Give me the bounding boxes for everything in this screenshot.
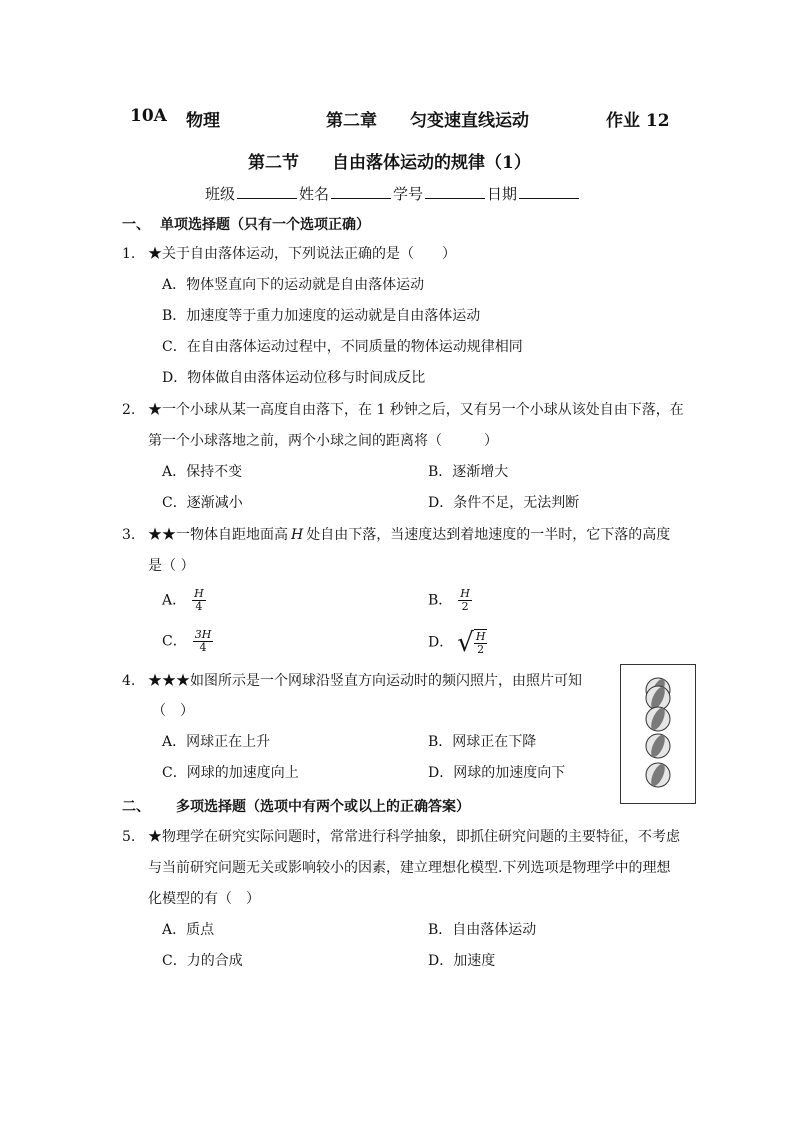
radical-sign: √	[457, 627, 474, 658]
fraction-denominator: 2	[461, 600, 469, 613]
number-blank[interactable]	[425, 186, 485, 199]
q3-stem-line2: 是（ ）	[148, 558, 195, 574]
fraction-numerator: H	[194, 587, 204, 600]
q2-number: 2.	[122, 402, 136, 418]
square-root	[457, 629, 487, 656]
name-label: 姓名	[299, 185, 330, 203]
q5-option-c[interactable]: C．力的合成	[162, 953, 243, 969]
q2-option-d[interactable]: D．条件不足，无法判断	[428, 495, 580, 511]
tennis-ball	[646, 733, 670, 759]
q2-option-b[interactable]: B．逐渐增大	[428, 464, 509, 480]
fraction-denominator: 4	[195, 600, 203, 613]
q5-stem-line1: ★物理学在研究实际问题时，常常进行科学抽象，即抓住研究问题的主要特征，不考虑	[148, 829, 680, 845]
chapter-number: 第二章	[326, 111, 377, 131]
section1-number: 一、	[122, 217, 150, 233]
fraction-numerator: H	[460, 587, 470, 600]
q3-stem-line1	[148, 527, 670, 543]
q4-option-d[interactable]: D．网球的加速度向下	[428, 765, 566, 781]
strobe-photo-figure	[620, 664, 696, 804]
fraction-denominator: 2	[477, 643, 485, 656]
q1-stem: ★关于自由落体运动，下列说法正确的是（ ）	[148, 246, 456, 262]
q2-stem-line1: ★一个小球从某一高度自由落下，在 1 秒钟之后，又有另一个小球从该处自由下落，在	[148, 402, 684, 418]
q1-option-d[interactable]: D．物体做自由落体运动位移与时间成反比	[162, 370, 426, 386]
section-title: 自由落体运动的规律（1）	[332, 153, 531, 173]
q5-stem-line2: 与当前研究问题无关或影响较小的因素，建立理想化模型.下列选项是物理学中的理想	[148, 860, 671, 876]
q4-stem-line2: （ ）	[152, 703, 194, 719]
q5-stem-line3: 化模型的有（ ）	[148, 891, 260, 907]
name-blank[interactable]	[331, 186, 391, 199]
section-number: 第二节	[248, 153, 299, 173]
tennis-ball-strobe-image	[621, 665, 695, 803]
q3-option-d[interactable]	[428, 629, 487, 656]
q5-option-d[interactable]: D．加速度	[428, 953, 496, 969]
q1-option-b[interactable]: B．加速度等于重力加速度的运动就是自由落体运动	[162, 308, 481, 324]
tennis-ball	[646, 706, 670, 732]
q3-option-b-fraction	[458, 588, 472, 613]
q5-number: 5.	[122, 829, 136, 845]
q2-stem-line2: 第一个小球落地之前，两个小球之间的距离将（ ）	[148, 433, 498, 449]
fraction-denominator: 4	[199, 641, 207, 654]
q3-stem-variable: H	[291, 527, 304, 543]
student-number-label: 学号	[393, 185, 424, 203]
q3-option-c-label: C．	[162, 633, 187, 650]
q3-stem-part1: ★★一物体自距地面高	[148, 527, 288, 543]
info-line	[205, 186, 581, 202]
q3-option-c[interactable]	[162, 629, 213, 654]
q1-option-c[interactable]: C．在自由落体运动过程中，不同质量的物体运动规律相同	[162, 339, 523, 355]
q3-option-c-fraction	[193, 629, 214, 654]
q1-option-a[interactable]: A．物体竖直向下的运动就是自由落体运动	[162, 277, 425, 293]
q5-option-b[interactable]: B．自由落体运动	[428, 922, 537, 938]
q3-stem-part2: 处自由下落，当速度达到着地速度的一半时，它下落的高度	[306, 527, 671, 543]
q3-option-b[interactable]	[428, 588, 472, 613]
class-blank[interactable]	[237, 186, 297, 199]
radicand	[474, 629, 488, 656]
q3-option-b-label: B．	[428, 592, 453, 609]
fraction-numerator: 3H	[194, 628, 212, 641]
date-label: 日期	[487, 185, 518, 203]
q5-option-a[interactable]: A．质点	[162, 922, 215, 938]
q4-number: 4.	[122, 673, 136, 689]
q2-option-c[interactable]: C．逐渐减小	[162, 495, 243, 511]
q4-option-a[interactable]: A．网球正在上升	[162, 734, 271, 750]
q4-stem-line1: ★★★如图所示是一个网球沿竖直方向运动时的频闪照片，由照片可知	[148, 673, 582, 689]
q3-option-a-label: A．	[162, 592, 187, 609]
q3-option-a-fraction	[192, 588, 206, 613]
date-blank[interactable]	[519, 186, 579, 199]
q3-option-a[interactable]	[162, 588, 206, 613]
q4-option-c[interactable]: C．网球的加速度向上	[162, 765, 299, 781]
tennis-ball	[646, 762, 670, 788]
q3-option-d-fraction	[474, 631, 488, 656]
class-code: 10A	[130, 106, 167, 126]
q3-number: 3.	[122, 527, 136, 543]
section1-title: 单项选择题（只有一个选项正确）	[160, 217, 370, 233]
homework-number: 作业 12	[606, 111, 670, 131]
fraction-numerator: H	[475, 630, 486, 643]
q1-number: 1.	[122, 246, 136, 262]
chapter-title: 匀变速直线运动	[410, 111, 529, 131]
class-label: 班级	[205, 185, 236, 203]
q2-option-a[interactable]: A．保持不变	[162, 464, 243, 480]
q3-option-d-label: D．	[428, 634, 454, 651]
subject: 物理	[186, 111, 220, 131]
section2-title: 多项选择题（选项中有两个或以上的正确答案）	[176, 799, 470, 815]
q4-option-b[interactable]: B．网球正在下降	[428, 734, 537, 750]
section2-number: 二、	[122, 799, 150, 815]
